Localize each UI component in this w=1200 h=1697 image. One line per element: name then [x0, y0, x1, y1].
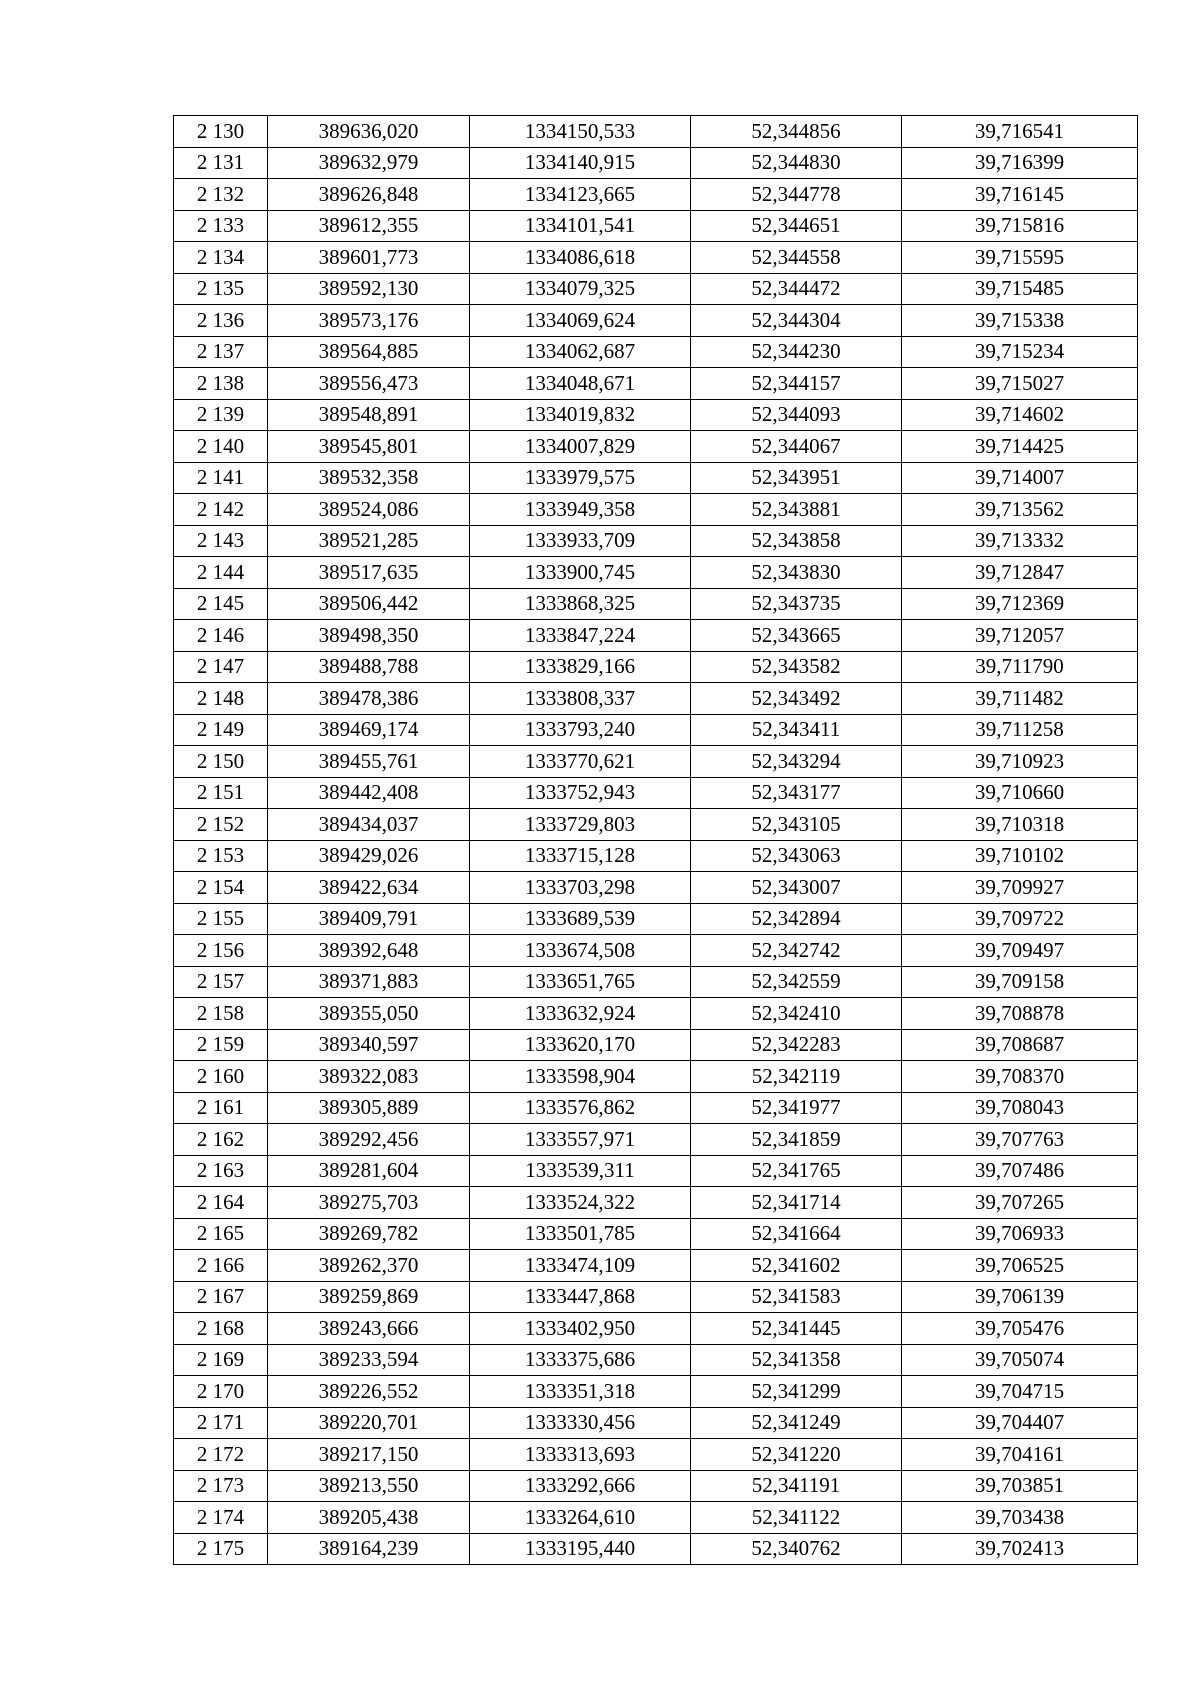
x-coordinate-cell: 389564,885 [268, 336, 470, 368]
longitude-cell: 39,704161 [902, 1439, 1138, 1471]
table-row [174, 368, 1138, 400]
y-coordinate-cell: 1333900,745 [470, 557, 691, 589]
latitude-cell: 52,341191 [691, 1470, 902, 1502]
point-number-cell: 2 167 [174, 1281, 268, 1313]
latitude-cell: 52,343665 [691, 620, 902, 652]
point-number-cell: 2 143 [174, 525, 268, 557]
latitude-cell: 52,343830 [691, 557, 902, 589]
latitude-cell: 52,343582 [691, 651, 902, 683]
y-coordinate-cell: 1333793,240 [470, 714, 691, 746]
longitude-cell: 39,715485 [902, 273, 1138, 305]
latitude-cell: 52,343411 [691, 714, 902, 746]
x-coordinate-cell: 389220,701 [268, 1407, 470, 1439]
coordinates-table-body [174, 116, 1138, 1565]
point-number-cell: 2 138 [174, 368, 268, 400]
y-coordinate-cell: 1333703,298 [470, 872, 691, 904]
x-coordinate-cell: 389488,788 [268, 651, 470, 683]
table-row [174, 116, 1138, 148]
point-number-cell: 2 130 [174, 116, 268, 148]
longitude-cell: 39,715816 [902, 210, 1138, 242]
latitude-cell: 52,344558 [691, 242, 902, 274]
longitude-cell: 39,713332 [902, 525, 1138, 557]
point-number-cell: 2 151 [174, 777, 268, 809]
longitude-cell: 39,706139 [902, 1281, 1138, 1313]
table-row [174, 1470, 1138, 1502]
point-number-cell: 2 145 [174, 588, 268, 620]
x-coordinate-cell: 389205,438 [268, 1502, 470, 1534]
longitude-cell: 39,715234 [902, 336, 1138, 368]
y-coordinate-cell: 1333264,610 [470, 1502, 691, 1534]
x-coordinate-cell: 389626,848 [268, 179, 470, 211]
y-coordinate-cell: 1333557,971 [470, 1124, 691, 1156]
table-row [174, 683, 1138, 715]
table-row [174, 746, 1138, 778]
table-row [174, 1092, 1138, 1124]
x-coordinate-cell: 389469,174 [268, 714, 470, 746]
x-coordinate-cell: 389573,176 [268, 305, 470, 337]
x-coordinate-cell: 389532,358 [268, 462, 470, 494]
table-row [174, 336, 1138, 368]
longitude-cell: 39,706525 [902, 1250, 1138, 1282]
x-coordinate-cell: 389243,666 [268, 1313, 470, 1345]
y-coordinate-cell: 1333375,686 [470, 1344, 691, 1376]
longitude-cell: 39,715595 [902, 242, 1138, 274]
y-coordinate-cell: 1334069,624 [470, 305, 691, 337]
latitude-cell: 52,342894 [691, 903, 902, 935]
table-row [174, 1187, 1138, 1219]
y-coordinate-cell: 1334086,618 [470, 242, 691, 274]
latitude-cell: 52,343881 [691, 494, 902, 526]
latitude-cell: 52,344157 [691, 368, 902, 400]
longitude-cell: 39,708878 [902, 998, 1138, 1030]
latitude-cell: 52,341122 [691, 1502, 902, 1534]
x-coordinate-cell: 389262,370 [268, 1250, 470, 1282]
latitude-cell: 52,341765 [691, 1155, 902, 1187]
table-row [174, 1313, 1138, 1345]
latitude-cell: 52,341714 [691, 1187, 902, 1219]
longitude-cell: 39,715027 [902, 368, 1138, 400]
longitude-cell: 39,704407 [902, 1407, 1138, 1439]
y-coordinate-cell: 1333524,322 [470, 1187, 691, 1219]
latitude-cell: 52,344856 [691, 116, 902, 148]
latitude-cell: 52,344472 [691, 273, 902, 305]
table-row [174, 399, 1138, 431]
x-coordinate-cell: 389429,026 [268, 840, 470, 872]
latitude-cell: 52,343063 [691, 840, 902, 872]
table-row [174, 903, 1138, 935]
x-coordinate-cell: 389442,408 [268, 777, 470, 809]
x-coordinate-cell: 389322,083 [268, 1061, 470, 1093]
latitude-cell: 52,341445 [691, 1313, 902, 1345]
point-number-cell: 2 163 [174, 1155, 268, 1187]
table-row [174, 714, 1138, 746]
latitude-cell: 52,341977 [691, 1092, 902, 1124]
y-coordinate-cell: 1333868,325 [470, 588, 691, 620]
point-number-cell: 2 155 [174, 903, 268, 935]
y-coordinate-cell: 1333933,709 [470, 525, 691, 557]
table-row [174, 210, 1138, 242]
y-coordinate-cell: 1333729,803 [470, 809, 691, 841]
y-coordinate-cell: 1333474,109 [470, 1250, 691, 1282]
longitude-cell: 39,714425 [902, 431, 1138, 463]
latitude-cell: 52,341358 [691, 1344, 902, 1376]
y-coordinate-cell: 1334007,829 [470, 431, 691, 463]
latitude-cell: 52,344093 [691, 399, 902, 431]
latitude-cell: 52,341583 [691, 1281, 902, 1313]
point-number-cell: 2 134 [174, 242, 268, 274]
y-coordinate-cell: 1333715,128 [470, 840, 691, 872]
y-coordinate-cell: 1333651,765 [470, 966, 691, 998]
latitude-cell: 52,343177 [691, 777, 902, 809]
longitude-cell: 39,709497 [902, 935, 1138, 967]
point-number-cell: 2 141 [174, 462, 268, 494]
longitude-cell: 39,716541 [902, 116, 1138, 148]
latitude-cell: 52,344304 [691, 305, 902, 337]
point-number-cell: 2 142 [174, 494, 268, 526]
table-row [174, 1250, 1138, 1282]
table-row [174, 1376, 1138, 1408]
table-row [174, 1155, 1138, 1187]
point-number-cell: 2 140 [174, 431, 268, 463]
x-coordinate-cell: 389275,703 [268, 1187, 470, 1219]
latitude-cell: 52,341249 [691, 1407, 902, 1439]
x-coordinate-cell: 389292,456 [268, 1124, 470, 1156]
x-coordinate-cell: 389434,037 [268, 809, 470, 841]
point-number-cell: 2 132 [174, 179, 268, 211]
latitude-cell: 52,342283 [691, 1029, 902, 1061]
y-coordinate-cell: 1333447,868 [470, 1281, 691, 1313]
point-number-cell: 2 168 [174, 1313, 268, 1345]
longitude-cell: 39,708687 [902, 1029, 1138, 1061]
table-row [174, 147, 1138, 179]
x-coordinate-cell: 389545,801 [268, 431, 470, 463]
latitude-cell: 52,344830 [691, 147, 902, 179]
longitude-cell: 39,714602 [902, 399, 1138, 431]
longitude-cell: 39,711258 [902, 714, 1138, 746]
latitude-cell: 52,343735 [691, 588, 902, 620]
longitude-cell: 39,710102 [902, 840, 1138, 872]
x-coordinate-cell: 389226,552 [268, 1376, 470, 1408]
table-row [174, 1502, 1138, 1534]
longitude-cell: 39,715338 [902, 305, 1138, 337]
latitude-cell: 52,341859 [691, 1124, 902, 1156]
point-number-cell: 2 131 [174, 147, 268, 179]
x-coordinate-cell: 389217,150 [268, 1439, 470, 1471]
table-row [174, 431, 1138, 463]
table-row [174, 935, 1138, 967]
latitude-cell: 52,341602 [691, 1250, 902, 1282]
longitude-cell: 39,705476 [902, 1313, 1138, 1345]
point-number-cell: 2 133 [174, 210, 268, 242]
table-row [174, 1533, 1138, 1565]
y-coordinate-cell: 1334048,671 [470, 368, 691, 400]
x-coordinate-cell: 389636,020 [268, 116, 470, 148]
point-number-cell: 2 162 [174, 1124, 268, 1156]
x-coordinate-cell: 389524,086 [268, 494, 470, 526]
point-number-cell: 2 148 [174, 683, 268, 715]
x-coordinate-cell: 389556,473 [268, 368, 470, 400]
longitude-cell: 39,707486 [902, 1155, 1138, 1187]
x-coordinate-cell: 389392,648 [268, 935, 470, 967]
longitude-cell: 39,711790 [902, 651, 1138, 683]
table-row [174, 777, 1138, 809]
latitude-cell: 52,341299 [691, 1376, 902, 1408]
table-row [174, 1344, 1138, 1376]
y-coordinate-cell: 1333674,508 [470, 935, 691, 967]
longitude-cell: 39,704715 [902, 1376, 1138, 1408]
longitude-cell: 39,710318 [902, 809, 1138, 841]
point-number-cell: 2 154 [174, 872, 268, 904]
x-coordinate-cell: 389305,889 [268, 1092, 470, 1124]
point-number-cell: 2 173 [174, 1470, 268, 1502]
x-coordinate-cell: 389259,869 [268, 1281, 470, 1313]
table-row [174, 273, 1138, 305]
x-coordinate-cell: 389548,891 [268, 399, 470, 431]
y-coordinate-cell: 1334019,832 [470, 399, 691, 431]
table-row [174, 1218, 1138, 1250]
y-coordinate-cell: 1334123,665 [470, 179, 691, 211]
table-row [174, 305, 1138, 337]
table-row [174, 588, 1138, 620]
longitude-cell: 39,707265 [902, 1187, 1138, 1219]
latitude-cell: 52,344230 [691, 336, 902, 368]
table-row [174, 1124, 1138, 1156]
table-row [174, 179, 1138, 211]
point-number-cell: 2 165 [174, 1218, 268, 1250]
y-coordinate-cell: 1333576,862 [470, 1092, 691, 1124]
longitude-cell: 39,702413 [902, 1533, 1138, 1565]
table-row [174, 620, 1138, 652]
y-coordinate-cell: 1333539,311 [470, 1155, 691, 1187]
point-number-cell: 2 160 [174, 1061, 268, 1093]
longitude-cell: 39,706933 [902, 1218, 1138, 1250]
x-coordinate-cell: 389164,239 [268, 1533, 470, 1565]
longitude-cell: 39,703438 [902, 1502, 1138, 1534]
point-number-cell: 2 152 [174, 809, 268, 841]
longitude-cell: 39,716145 [902, 179, 1138, 211]
y-coordinate-cell: 1333313,693 [470, 1439, 691, 1471]
y-coordinate-cell: 1333632,924 [470, 998, 691, 1030]
longitude-cell: 39,712057 [902, 620, 1138, 652]
y-coordinate-cell: 1333351,318 [470, 1376, 691, 1408]
y-coordinate-cell: 1333829,166 [470, 651, 691, 683]
latitude-cell: 52,340762 [691, 1533, 902, 1565]
y-coordinate-cell: 1333808,337 [470, 683, 691, 715]
y-coordinate-cell: 1334140,915 [470, 147, 691, 179]
table-row [174, 494, 1138, 526]
latitude-cell: 52,342559 [691, 966, 902, 998]
y-coordinate-cell: 1334150,533 [470, 116, 691, 148]
x-coordinate-cell: 389422,634 [268, 872, 470, 904]
point-number-cell: 2 171 [174, 1407, 268, 1439]
latitude-cell: 52,342742 [691, 935, 902, 967]
longitude-cell: 39,709927 [902, 872, 1138, 904]
longitude-cell: 39,713562 [902, 494, 1138, 526]
point-number-cell: 2 156 [174, 935, 268, 967]
latitude-cell: 52,344067 [691, 431, 902, 463]
y-coordinate-cell: 1333949,358 [470, 494, 691, 526]
x-coordinate-cell: 389517,635 [268, 557, 470, 589]
longitude-cell: 39,708370 [902, 1061, 1138, 1093]
latitude-cell: 52,341220 [691, 1439, 902, 1471]
longitude-cell: 39,709722 [902, 903, 1138, 935]
table-row [174, 1281, 1138, 1313]
table-row [174, 1061, 1138, 1093]
table-row [174, 872, 1138, 904]
point-number-cell: 2 174 [174, 1502, 268, 1534]
table-row [174, 840, 1138, 872]
x-coordinate-cell: 389521,285 [268, 525, 470, 557]
table-row [174, 998, 1138, 1030]
point-number-cell: 2 136 [174, 305, 268, 337]
point-number-cell: 2 158 [174, 998, 268, 1030]
latitude-cell: 52,343951 [691, 462, 902, 494]
x-coordinate-cell: 389409,791 [268, 903, 470, 935]
point-number-cell: 2 159 [174, 1029, 268, 1061]
latitude-cell: 52,341664 [691, 1218, 902, 1250]
point-number-cell: 2 135 [174, 273, 268, 305]
longitude-cell: 39,709158 [902, 966, 1138, 998]
point-number-cell: 2 150 [174, 746, 268, 778]
x-coordinate-cell: 389478,386 [268, 683, 470, 715]
table-row [174, 557, 1138, 589]
latitude-cell: 52,342410 [691, 998, 902, 1030]
y-coordinate-cell: 1333770,621 [470, 746, 691, 778]
point-number-cell: 2 137 [174, 336, 268, 368]
x-coordinate-cell: 389355,050 [268, 998, 470, 1030]
x-coordinate-cell: 389371,883 [268, 966, 470, 998]
table-row [174, 462, 1138, 494]
longitude-cell: 39,716399 [902, 147, 1138, 179]
y-coordinate-cell: 1333292,666 [470, 1470, 691, 1502]
y-coordinate-cell: 1333330,456 [470, 1407, 691, 1439]
y-coordinate-cell: 1334062,687 [470, 336, 691, 368]
y-coordinate-cell: 1333598,904 [470, 1061, 691, 1093]
latitude-cell: 52,344651 [691, 210, 902, 242]
y-coordinate-cell: 1333195,440 [470, 1533, 691, 1565]
point-number-cell: 2 169 [174, 1344, 268, 1376]
latitude-cell: 52,343105 [691, 809, 902, 841]
table-row [174, 966, 1138, 998]
table-row [174, 809, 1138, 841]
point-number-cell: 2 146 [174, 620, 268, 652]
longitude-cell: 39,712369 [902, 588, 1138, 620]
coordinates-table [173, 115, 1138, 1565]
y-coordinate-cell: 1334101,541 [470, 210, 691, 242]
y-coordinate-cell: 1333979,575 [470, 462, 691, 494]
longitude-cell: 39,703851 [902, 1470, 1138, 1502]
latitude-cell: 52,344778 [691, 179, 902, 211]
latitude-cell: 52,343858 [691, 525, 902, 557]
table-row [174, 651, 1138, 683]
table-row [174, 1439, 1138, 1471]
x-coordinate-cell: 389281,604 [268, 1155, 470, 1187]
point-number-cell: 2 170 [174, 1376, 268, 1408]
longitude-cell: 39,714007 [902, 462, 1138, 494]
table-row [174, 242, 1138, 274]
longitude-cell: 39,712847 [902, 557, 1138, 589]
x-coordinate-cell: 389506,442 [268, 588, 470, 620]
x-coordinate-cell: 389498,350 [268, 620, 470, 652]
y-coordinate-cell: 1334079,325 [470, 273, 691, 305]
longitude-cell: 39,710923 [902, 746, 1138, 778]
x-coordinate-cell: 389340,597 [268, 1029, 470, 1061]
longitude-cell: 39,708043 [902, 1092, 1138, 1124]
point-number-cell: 2 153 [174, 840, 268, 872]
latitude-cell: 52,342119 [691, 1061, 902, 1093]
x-coordinate-cell: 389233,594 [268, 1344, 470, 1376]
longitude-cell: 39,711482 [902, 683, 1138, 715]
table-row [174, 1407, 1138, 1439]
point-number-cell: 2 147 [174, 651, 268, 683]
y-coordinate-cell: 1333847,224 [470, 620, 691, 652]
x-coordinate-cell: 389601,773 [268, 242, 470, 274]
x-coordinate-cell: 389269,782 [268, 1218, 470, 1250]
longitude-cell: 39,707763 [902, 1124, 1138, 1156]
y-coordinate-cell: 1333752,943 [470, 777, 691, 809]
x-coordinate-cell: 389612,355 [268, 210, 470, 242]
x-coordinate-cell: 389592,130 [268, 273, 470, 305]
latitude-cell: 52,343492 [691, 683, 902, 715]
point-number-cell: 2 157 [174, 966, 268, 998]
x-coordinate-cell: 389455,761 [268, 746, 470, 778]
point-number-cell: 2 166 [174, 1250, 268, 1282]
point-number-cell: 2 161 [174, 1092, 268, 1124]
latitude-cell: 52,343007 [691, 872, 902, 904]
y-coordinate-cell: 1333501,785 [470, 1218, 691, 1250]
point-number-cell: 2 172 [174, 1439, 268, 1471]
table-row [174, 1029, 1138, 1061]
point-number-cell: 2 149 [174, 714, 268, 746]
point-number-cell: 2 164 [174, 1187, 268, 1219]
x-coordinate-cell: 389632,979 [268, 147, 470, 179]
y-coordinate-cell: 1333620,170 [470, 1029, 691, 1061]
longitude-cell: 39,710660 [902, 777, 1138, 809]
point-number-cell: 2 144 [174, 557, 268, 589]
x-coordinate-cell: 389213,550 [268, 1470, 470, 1502]
latitude-cell: 52,343294 [691, 746, 902, 778]
table-row [174, 525, 1138, 557]
y-coordinate-cell: 1333689,539 [470, 903, 691, 935]
longitude-cell: 39,705074 [902, 1344, 1138, 1376]
point-number-cell: 2 139 [174, 399, 268, 431]
y-coordinate-cell: 1333402,950 [470, 1313, 691, 1345]
point-number-cell: 2 175 [174, 1533, 268, 1565]
